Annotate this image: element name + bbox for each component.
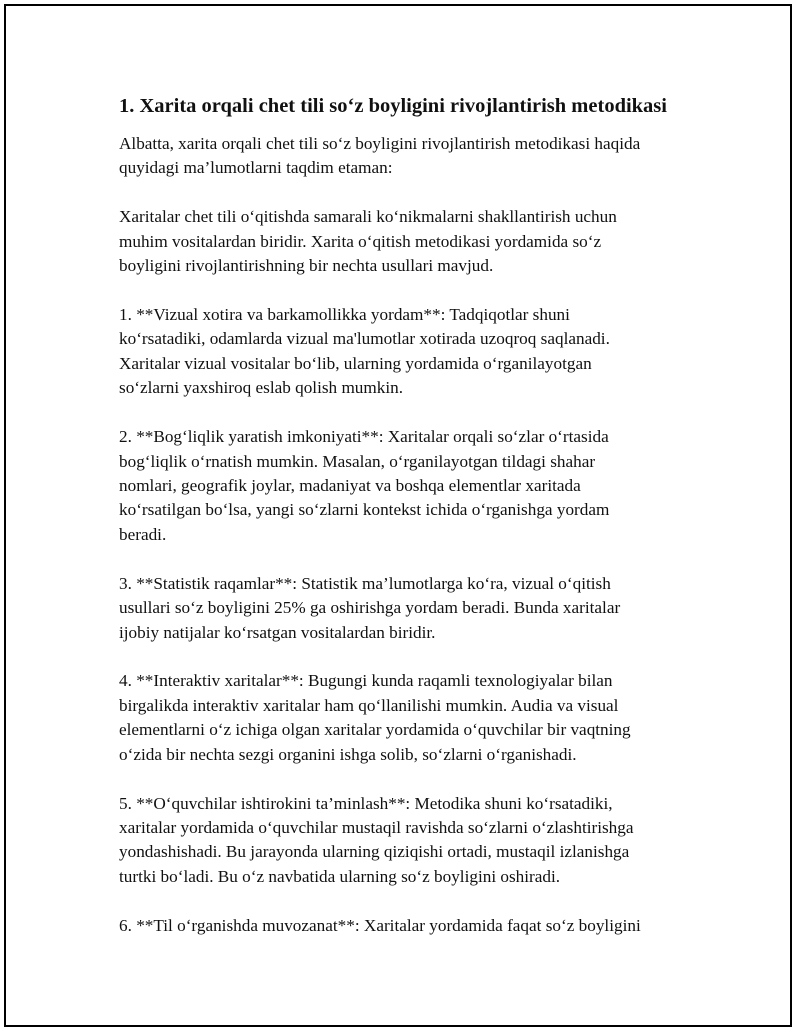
- intro-paragraph: Albatta, xarita orqali chet tili so‘z boyligini rivojlantirish metodikasi haqida quyidagi ma’lumotlarni taqdim etaman:: [119, 134, 641, 178]
- document-content: [119, 92, 699, 963]
- point-2-paragraph: 2. **Bog‘liqlik yaratish imkoniyati**: Xaritalar orqali so‘zlar o‘rtasida bog‘liqlik o‘rnatish mumkin. Masalan, o‘rganilayotgan tildagi shahar nomlari, geografik joylar, madaniyat va boshqa elementlar xaritada ko‘rsatilgan bo‘lsa, yangi so‘zlarni kontekst ichida o‘rganishga yordam beradi.: [119, 427, 610, 544]
- point-4-paragraph: 4. **Interaktiv xaritalar**: Bugungi kunda raqamli texnologiyalar bilan birgalikda interaktiv xaritalar ham qo‘llanilishi mumkin. Audia va visual elementlarni o‘z ichiga olgan xaritalar yordamida o‘quvchilar bir vaqtning o‘zida bir nechta sezgi organini ishga solib, so‘zlarni o‘rganishadi.: [119, 671, 631, 764]
- point-6-paragraph: 6. **Til o‘rganishda muvozanat**: Xaritalar yordamida faqat so‘z boyligini: [119, 915, 641, 935]
- document-title: 1. Xarita orqali chet tili so‘z boyligini rivojlantirish metodikasi: [119, 95, 667, 117]
- overview-paragraph: Xaritalar chet tili o‘qitishda samarali ko‘nikmalarni shakllantirish uchun muhim vositalardan biridir. Xarita o‘qitish metodikasi yordamida so‘z boyligini rivojlantirishning bir nechta usullari mavjud.: [119, 207, 617, 276]
- point-5-paragraph: 5. **O‘quvchilar ishtirokini ta’minlash**: Metodika shuni ko‘rsatadiki, xaritalar yordamida o‘quvchilar mustaqil ravishda so‘zlarni o‘zlashtirishga yondashishadi. Bu jarayonda ularning qiziqishi ortadi, mustaqil izlanishga turtki bo‘ladi. Bu o‘z navbatida ularning so‘z boyligini oshiradi.: [119, 793, 634, 886]
- document-page: [4, 4, 792, 1027]
- point-1-paragraph: 1. **Vizual xotira va barkamollikka yordam**: Tadqiqotlar shuni ko‘rsatadiki, odamlarda vizual ma'lumotlar xotirada uzoqroq saqlanadi. Xaritalar vizual vositalar bo‘lib, ularning yordamida o‘rganilayotgan so‘zlarni yaxshiroq eslab qolish mumkin.: [119, 305, 610, 398]
- point-3-paragraph: 3. **Statistik raqamlar**: Statistik ma’lumotlarga ko‘ra, vizual o‘qitish usullari so‘z boyligini 25% ga oshirishga yordam beradi. Bunda xaritalar ijobiy natijalar ko‘rsatgan vositalardan biridir.: [119, 573, 621, 642]
